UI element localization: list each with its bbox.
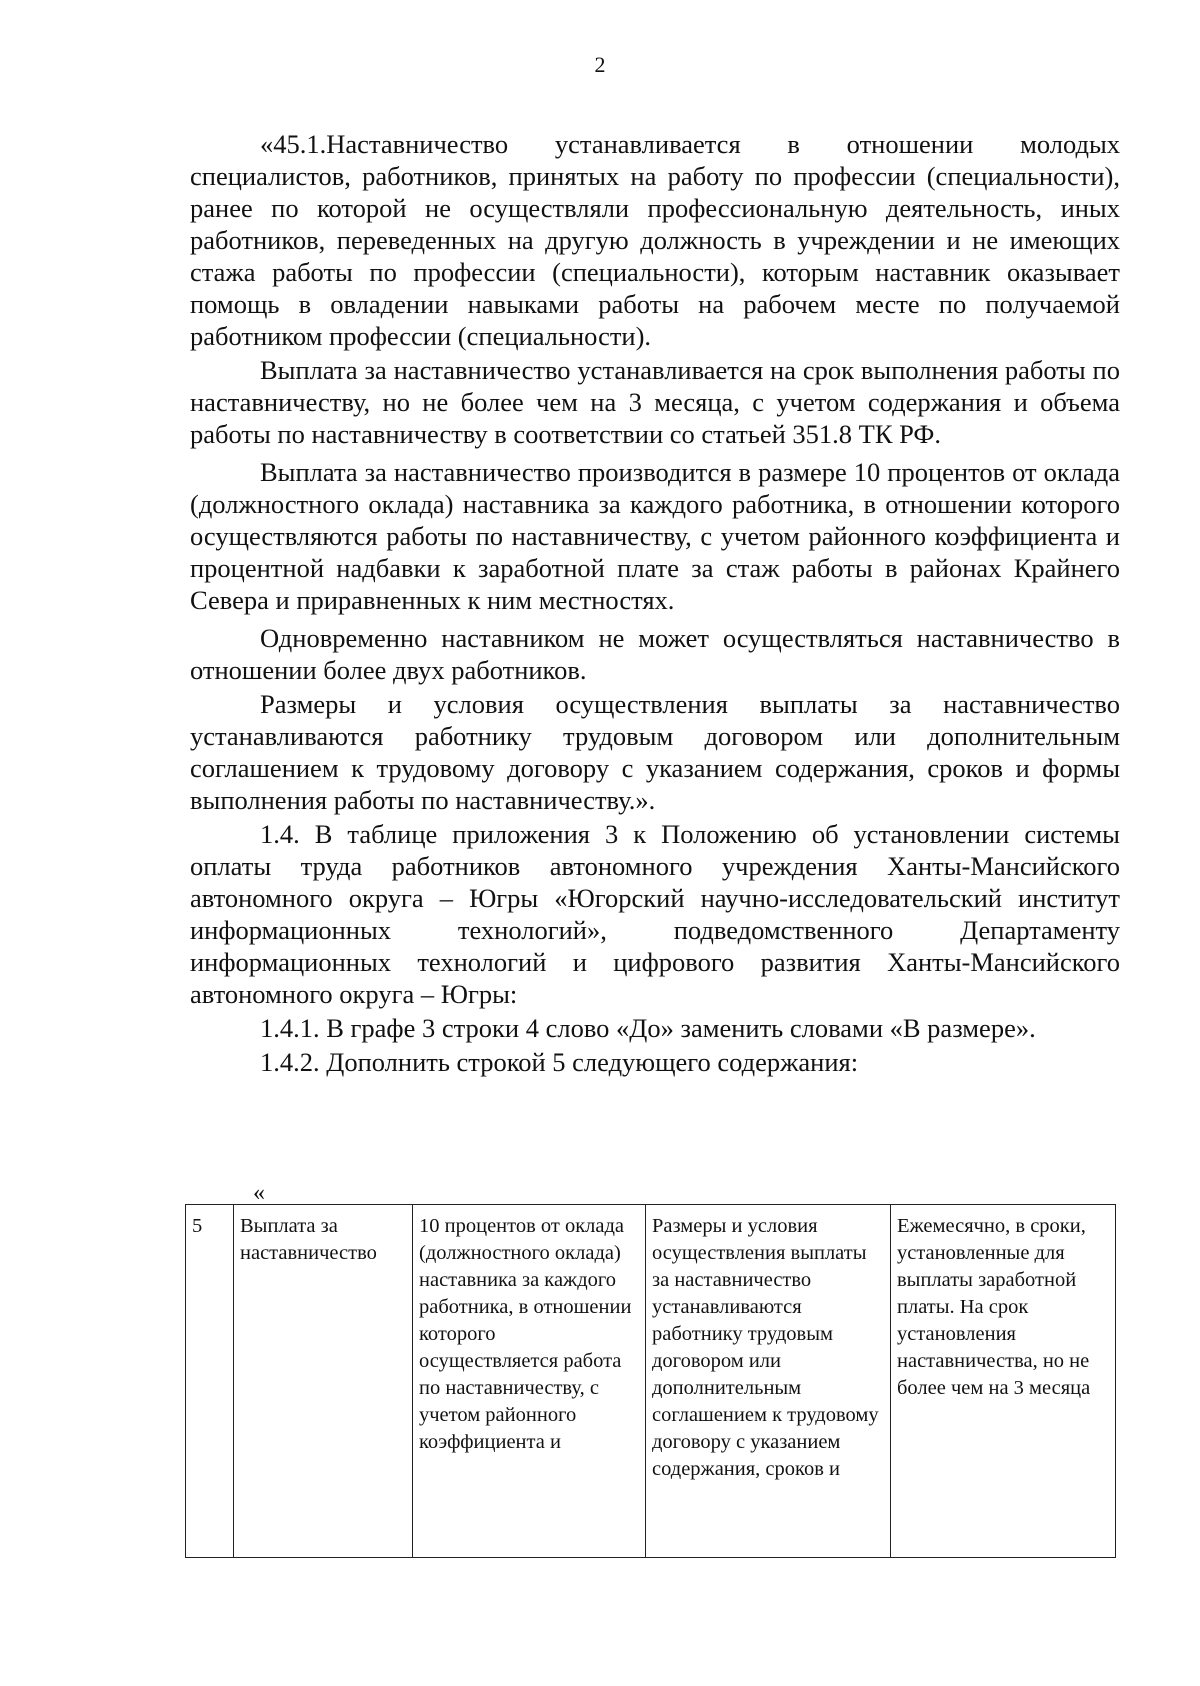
cell-payment-size: 10 процентов от оклада (должностного оклада) наставника за каждого работника, в отношении которого осуществляется работа по наставничеству, с учетом районного коэффициента и [413, 1205, 646, 1558]
document-body [190, 128, 1120, 1080]
cell-payment-term: Ежемесячно, в сроки, установленные для выплаты заработной платы. На срок установления наставничества, но не более чем на 3 месяца [891, 1205, 1116, 1558]
table-open-quote: « [253, 1180, 265, 1206]
paragraph-45-1: «45.1.Наставничество устанавливается в отношении молодых специалистов, работников, принятых на работу по профессии (специальности), ранее по которой не осуществляли профессиональную деятельность, иных работников, переведенных на другую должность в учреждении и не имеющих стажа работы по профессии (специальности), которым наставник оказывает помощь в овладении навыками работы на рабочем месте по получаемой работником профессии (специальности). [190, 129, 1120, 351]
paragraph-1-4-1: 1.4.1. В графе 3 строки 4 слово «До» заменить словами «В размере». [260, 1013, 1036, 1043]
table-row [186, 1205, 1116, 1558]
paragraph-payment-term: Выплата за наставничество устанавливается на срок выполнения работы по наставничеству, но не более чем на 3 месяца, с учетом содержания и объема работы по наставничеству в соответствии со статьей 351.8 ТК РФ. [190, 355, 1120, 449]
page-number: 2 [594, 52, 606, 77]
paragraph-limit: Одновременно наставником не может осуществляться наставничество в отношении более двух работников. [190, 623, 1120, 685]
paragraph-1-4-2: 1.4.2. Дополнить строкой 5 следующего содержания: [260, 1047, 859, 1077]
cell-row-number: 5 [186, 1205, 234, 1558]
appendix-table [185, 1204, 1116, 1558]
paragraph-payment-amount: Выплата за наставничество производится в размере 10 процентов от оклада (должностного оклада) наставника за каждого работника, в отношении которого осуществляются работы по наставничеству, с учетом районного коэффициента и процентной надбавки к заработной плате за стаж работы в районах Крайнего Севера и приравненных к ним местностях. [190, 457, 1120, 615]
cell-payment-name: Выплата за наставничество [234, 1205, 413, 1558]
cell-payment-conditions: Размеры и условия осуществления выплаты за наставничество устанавливаются работнику трудовым договором или дополнительным соглашением к трудовому договору с указанием содержания, сроков и [646, 1205, 891, 1558]
paragraph-1-4: 1.4. В таблице приложения 3 к Положению об установлении системы оплаты труда работников автономного учреждения Ханты-Мансийского автономного округа – Югры «Югорский научно-исследовательский институт информационных технологий», подведомственного Департаменту информационных технологий и цифрового развития Ханты-Мансийского автономного округа – Югры: [190, 819, 1120, 1009]
paragraph-conditions: Размеры и условия осуществления выплаты за наставничество устанавливаются работнику трудовым договором или дополнительным соглашением к трудовому договору с указанием содержания, сроков и формы выполнения работы по наставничеству.». [190, 689, 1120, 815]
